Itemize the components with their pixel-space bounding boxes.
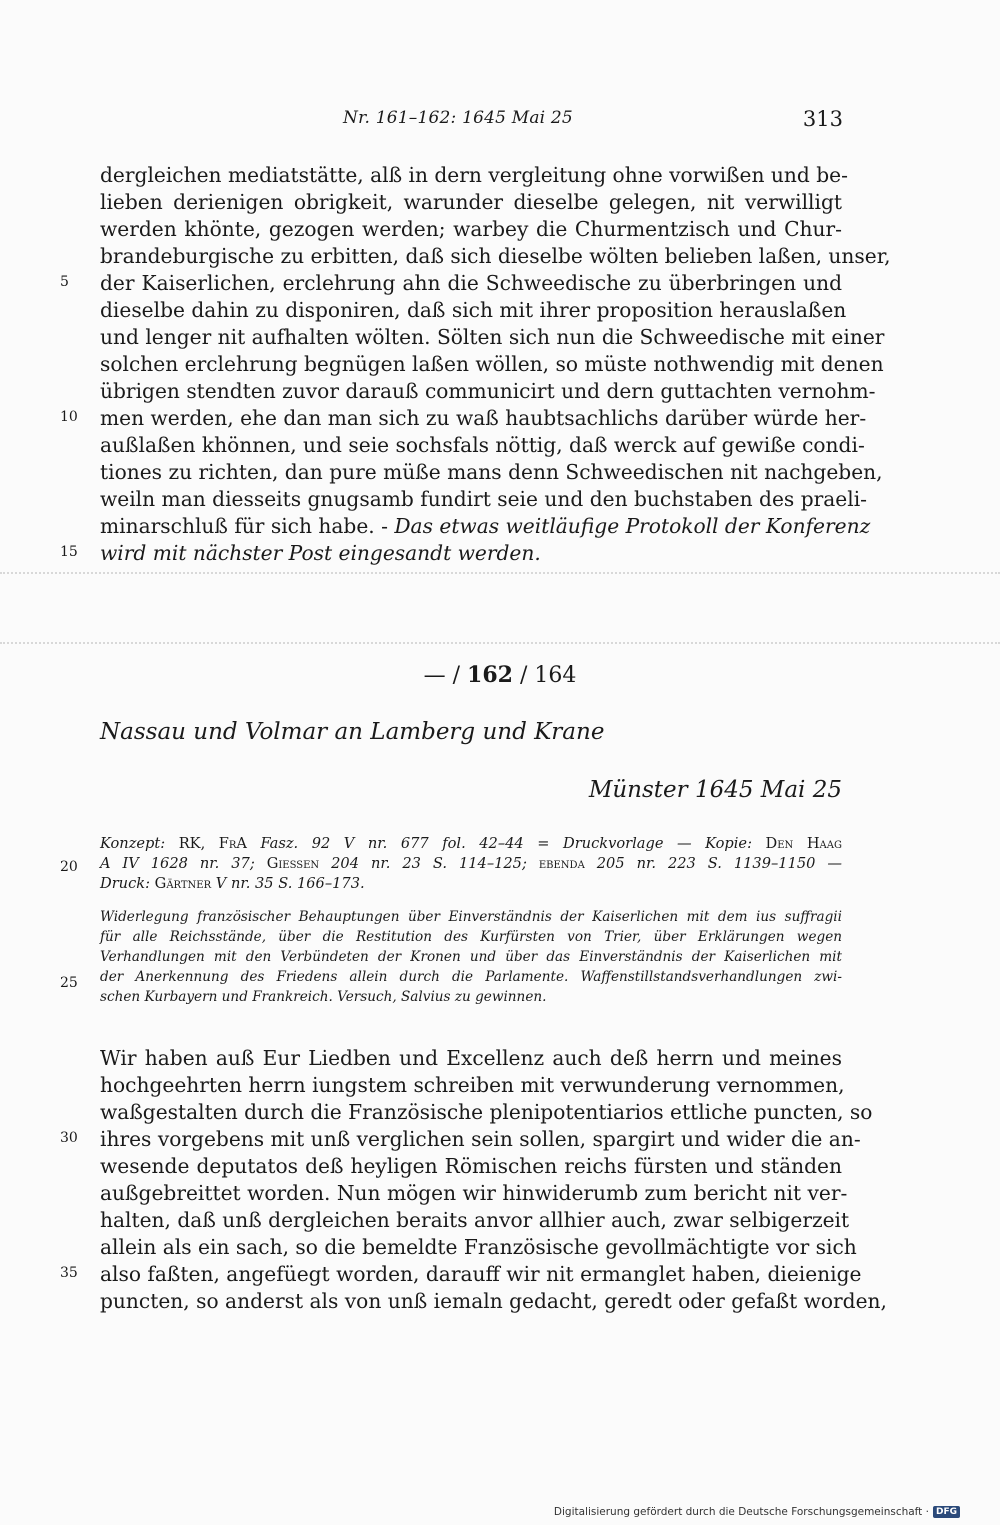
funding-footer bbox=[554, 1506, 960, 1518]
label: Konzept: bbox=[100, 835, 179, 852]
regest-line: Verhandlungen mit den Verbündeten der Kronen und über das Einverständnis der Kaiserlichen mit bbox=[100, 949, 842, 965]
text-line: also faßten, angefüegt worden, darauff wir nit ermanglet haben, dieienige bbox=[100, 1262, 862, 1286]
regest-line: für alle Reichsstände, über die Restitution des Kurfürsten von Trier, über Erklärungen wegen bbox=[100, 929, 842, 945]
text-span: V nr. 35 S. 166–173. bbox=[211, 875, 365, 892]
italic-note: Das etwas weitläufige Protokoll der Konferenz bbox=[394, 514, 871, 538]
text-line: werden khönte, gezogen werden; warbey die Churmentzisch und Chur- bbox=[100, 217, 842, 241]
text-line: dieselbe dahin zu disponiren, daß sich mit ihrer proposition herauslaßen bbox=[100, 298, 847, 322]
text-span: Den Haag bbox=[765, 835, 842, 852]
document-heading: Nassau und Volmar an Lamberg und Krane bbox=[100, 719, 605, 745]
text-span: A IV 1628 nr. 37; bbox=[100, 855, 267, 872]
text-span: FrA bbox=[218, 835, 247, 852]
text-line: Wir haben auß Eur Liedben und Excellenz auch deß herrn und meines bbox=[100, 1046, 842, 1070]
text-line: solchen erclehrung begnügen laßen wöllen, so müste nothwendig mit denen bbox=[100, 352, 884, 376]
text-span: minarschluß für sich habe. - bbox=[100, 514, 395, 538]
document-number bbox=[0, 662, 1000, 688]
line-number: 20 bbox=[60, 859, 78, 875]
line-number: 30 bbox=[60, 1130, 78, 1146]
italic-note: wird mit nächster Post eingesandt werden. bbox=[100, 541, 541, 565]
regest-line: schen Kurbayern und Frankreich. Versuch, Salvius zu gewinnen. bbox=[100, 989, 547, 1005]
doc-number-prefix: — / bbox=[423, 663, 468, 688]
text-line: wesende deputatos deß heyligen Römischen reichs fürsten und ständen bbox=[100, 1154, 842, 1178]
regest-line: der Anerkennung des Friedens allein durch die Parlamente. Waffenstillstandsverhandlungen zwi- bbox=[100, 969, 842, 985]
running-title: Nr. 161–162: 1645 Mai 25 bbox=[343, 108, 573, 128]
text-line: allein als ein sach, so die bemeldte Französische gevollmächtigte vor sich bbox=[100, 1235, 857, 1259]
regest bbox=[100, 907, 842, 1007]
text-span: Gärtner bbox=[154, 875, 212, 892]
scan-artifact-line bbox=[0, 642, 1000, 644]
text-line: dergleichen mediatstätte, alß in dern vergleitung ohne vorwißen und be- bbox=[100, 163, 848, 187]
text-line: puncten, so anderst als von unß iemaln gedacht, geredt oder gefaßt worden, bbox=[100, 1289, 887, 1313]
line-number: 35 bbox=[60, 1265, 78, 1281]
footer-text: Digitalisierung gefördert durch die Deutsche Forschungsgemeinschaft · bbox=[553, 1506, 929, 1518]
text-line: men werden, ehe dan man sich zu waß haubtsachlichs darüber würde her- bbox=[100, 406, 867, 430]
text-line: waßgestalten durch die Französische plenipotentiarios ettliche puncten, so bbox=[100, 1100, 873, 1124]
line-number: 10 bbox=[60, 409, 78, 425]
source-line bbox=[100, 874, 842, 894]
text-span: ebenda bbox=[538, 855, 585, 872]
text-line-mixed bbox=[100, 513, 871, 539]
text-line: hochgeehrten herrn iungstem schreiben mit verwunderung vernommen, bbox=[100, 1073, 845, 1097]
text-line: der Kaiserlichen, erclehrung ahn die Schweedische zu überbringen und bbox=[100, 271, 842, 295]
text-line: tiones zu richten, dan pure müße mans denn Schweedischen nit nachgeben, bbox=[100, 460, 883, 484]
text-span: Giessen bbox=[266, 855, 320, 872]
source-line bbox=[100, 854, 842, 874]
label: Druck: bbox=[100, 875, 155, 892]
text-line: halten, daß unß dergleichen beraits anvor allhier auch, zwar selbigerzeit bbox=[100, 1208, 850, 1232]
text-line: lieben derienigen obrigkeit, warunder dieselbe gelegen, nit verwilligt bbox=[100, 190, 842, 214]
text-span: Fasz. 92 V nr. 677 fol. 42–44 = Druckvorlage — Kopie: bbox=[246, 835, 766, 852]
line-number: 15 bbox=[60, 544, 78, 560]
scan-artifact-line bbox=[0, 572, 1000, 574]
line-number: 25 bbox=[60, 975, 78, 991]
text-line: brandeburgische zu erbitten, daß sich dieselbe wölten belieben laßen, unser, bbox=[100, 244, 891, 268]
source-apparatus bbox=[100, 834, 842, 894]
dfg-logo-icon: DFG bbox=[933, 1506, 960, 1518]
doc-number-suffix: / 164 bbox=[512, 663, 577, 688]
text-span: 204 nr. 23 S. 114–125; bbox=[319, 855, 539, 872]
regest-line: Widerlegung französischer Behauptungen über Einverständnis der Kaiserlichen mit dem ius suffragii bbox=[100, 909, 842, 925]
text-line: übrigen stendten zuvor darauß communicirt und dern guttachten vernohm- bbox=[100, 379, 876, 403]
text-line: außlaßen khönnen, und seie sochsfals nöttig, daß werck auf gewiße condi- bbox=[100, 433, 865, 457]
place-date: Münster 1645 Mai 25 bbox=[588, 777, 842, 803]
doc-number: 162 bbox=[467, 662, 513, 688]
text-line: ihres vorgebens mit unß verglichen sein sollen, spargirt und wider die an- bbox=[100, 1127, 861, 1151]
text-span: RK, bbox=[178, 835, 219, 852]
source-line bbox=[100, 834, 842, 854]
text-line: außgebreittet worden. Nun mögen wir hinwiderumb zum bericht nit ver- bbox=[100, 1181, 848, 1205]
text-line: weiln man diesseits gnugsamb fundirt seie und den buchstaben des praeli- bbox=[100, 487, 867, 511]
text-line: und lenger nit aufhalten wölten. Sölten sich nun die Schweedische mit einer bbox=[100, 325, 885, 349]
page-number: 313 bbox=[802, 107, 843, 131]
line-number: 5 bbox=[60, 274, 69, 290]
text-span: 205 nr. 223 S. 1139–1150 — bbox=[584, 855, 842, 872]
